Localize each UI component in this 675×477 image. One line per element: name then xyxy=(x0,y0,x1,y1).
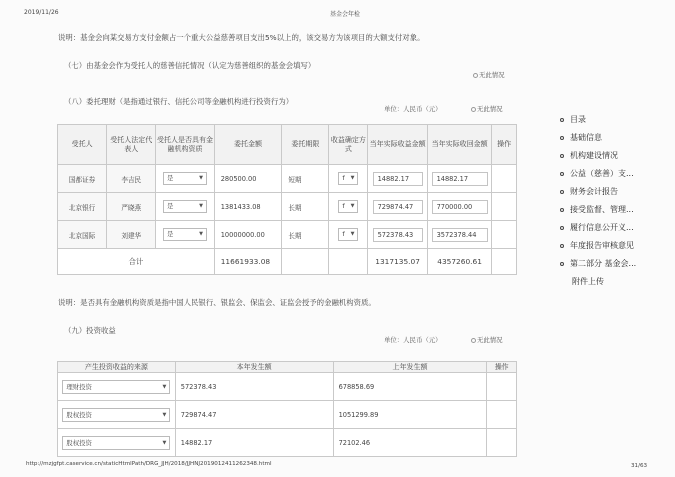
empty-cell xyxy=(492,249,517,275)
col-previous: 上年发生额 xyxy=(333,362,487,373)
section-8-unit: 单位：人民币（元） xyxy=(384,105,442,113)
table-header-row xyxy=(58,125,517,165)
col-action: 操作 xyxy=(487,362,517,373)
action-cell[interactable] xyxy=(487,401,517,429)
amount-cell: 10000000.00 xyxy=(214,221,282,249)
method-cell xyxy=(329,221,368,249)
previous-cell xyxy=(333,429,487,457)
income-cell xyxy=(368,165,427,193)
table-row xyxy=(58,401,517,429)
source-select[interactable]: 股权投资 ▼ xyxy=(62,436,170,450)
col-recovered: 当年实际收回金额 xyxy=(427,125,492,165)
nav-item-charity-expense[interactable]: 公益（慈善）支... xyxy=(560,168,634,179)
chevron-down-icon: ▼ xyxy=(162,439,167,446)
col-term: 委托期限 xyxy=(282,125,329,165)
col-amount: 委托金额 xyxy=(214,125,282,165)
section-7-no-case-radio[interactable]: 无此情况 xyxy=(473,70,505,79)
income-cell xyxy=(368,193,427,221)
bullet-icon xyxy=(560,136,564,140)
bullet-icon xyxy=(560,190,564,194)
empty-cell xyxy=(329,249,368,275)
source-select[interactable]: 股权投资 ▼ xyxy=(62,408,170,422)
amount-cell: 1381433.08 xyxy=(214,193,282,221)
current-cell xyxy=(175,401,333,429)
chevron-down-icon: ▼ xyxy=(199,175,204,181)
bullet-icon xyxy=(560,172,564,176)
qualified-cell xyxy=(156,165,214,193)
action-cell[interactable] xyxy=(492,193,517,221)
current-input[interactable]: 14882.17 xyxy=(176,436,326,450)
qualified-select[interactable]: 是 ▼ xyxy=(163,172,207,185)
chevron-down-icon: ▼ xyxy=(199,203,204,209)
radio-icon xyxy=(473,73,478,78)
nav-item-attachments[interactable]: 附件上传 xyxy=(572,277,604,286)
page-number: 31/63 xyxy=(631,463,648,469)
recovered-input[interactable]: 3572378.44 xyxy=(432,228,488,242)
nav-item-org-building[interactable]: 机构建设情况 xyxy=(560,150,618,161)
chevron-down-icon: ▼ xyxy=(350,175,355,181)
radio-icon xyxy=(471,338,476,343)
current-input[interactable]: 729874.47 xyxy=(176,408,326,422)
col-trustee: 受托人 xyxy=(58,125,107,165)
action-cell[interactable] xyxy=(492,221,517,249)
nav-item-disclosure[interactable]: 履行信息公开义... xyxy=(560,222,634,233)
income-input[interactable]: 14882.17 xyxy=(373,172,423,186)
section-8-no-case-radio[interactable]: 无此情况 xyxy=(471,104,503,113)
source-select[interactable]: 理财投资 ▼ xyxy=(62,380,170,394)
chevron-down-icon: ▼ xyxy=(162,411,167,418)
method-cell xyxy=(329,165,368,193)
previous-cell xyxy=(333,401,487,429)
section-9-title: （九）投资收益 xyxy=(64,326,116,335)
method-select[interactable]: f ▼ xyxy=(338,228,358,241)
bullet-icon xyxy=(560,244,564,248)
current-cell xyxy=(175,373,333,401)
bullet-icon xyxy=(560,262,564,266)
nav-item-supervision[interactable]: 接受监督、管理... xyxy=(560,204,634,215)
qualified-select[interactable]: 是 ▼ xyxy=(163,200,207,213)
income-input[interactable]: 729874.47 xyxy=(373,200,423,214)
previous-input[interactable]: 72102.46 xyxy=(334,436,480,450)
amount-cell: 280500.00 xyxy=(214,165,282,193)
rep-cell: 严晓燕 xyxy=(107,193,156,221)
recovered-cell xyxy=(427,165,492,193)
total-income: 1317135.07 xyxy=(368,249,427,275)
col-rep: 受托人法定代表人 xyxy=(107,125,156,165)
investment-income-table xyxy=(57,361,517,457)
col-action: 操作 xyxy=(492,125,517,165)
nav-item-toc[interactable]: 目录 xyxy=(560,114,586,125)
term-cell: 长期 xyxy=(282,221,329,249)
total-amount: 11661933.08 xyxy=(214,249,282,275)
total-label: 合计 xyxy=(58,249,215,275)
table-row xyxy=(58,429,517,457)
income-input[interactable]: 572378.43 xyxy=(373,228,423,242)
nav-item-part-two[interactable]: 第二部分 基金会... xyxy=(560,258,636,269)
table-header-row xyxy=(58,362,517,373)
chevron-down-icon: ▼ xyxy=(199,231,204,237)
bullet-icon xyxy=(560,154,564,158)
current-input[interactable]: 572378.43 xyxy=(176,380,326,394)
bullet-icon xyxy=(560,208,564,212)
term-cell: 长期 xyxy=(282,193,329,221)
chevron-down-icon: ▼ xyxy=(350,203,355,209)
qualified-cell xyxy=(156,221,214,249)
nav-item-basic-info[interactable]: 基础信息 xyxy=(560,132,602,143)
recovered-cell xyxy=(427,193,492,221)
previous-cell xyxy=(333,373,487,401)
source-cell xyxy=(58,401,176,429)
chevron-down-icon: ▼ xyxy=(350,231,355,237)
section-9-unit: 单位：人民币（元） xyxy=(384,336,442,344)
nav-item-financial-report[interactable]: 财务会计报告 xyxy=(560,186,618,197)
method-select[interactable]: f ▼ xyxy=(338,172,358,185)
previous-input[interactable]: 678858.69 xyxy=(334,380,480,394)
section-7-title: （七）由基金会作为受托人的慈善信托情况（认定为慈善组织的基金会填写） xyxy=(64,61,316,70)
action-cell[interactable] xyxy=(487,429,517,457)
radio-icon xyxy=(471,107,476,112)
trustee-cell: 国都证券 xyxy=(58,165,107,193)
action-cell[interactable] xyxy=(492,165,517,193)
nav-item-audit-opinion[interactable]: 年度报告审核意见 xyxy=(560,240,634,251)
note-qualification: 说明：是否具有金融机构资质是指中国人民银行、银监会、保监会、证监会授予的金融机构资质。 xyxy=(58,298,376,307)
total-recovered: 4357260.61 xyxy=(427,249,492,275)
total-row xyxy=(58,249,517,275)
previous-input[interactable]: 1051299.89 xyxy=(334,408,480,422)
col-current: 本年发生额 xyxy=(175,362,333,373)
qualified-select[interactable]: 是 ▼ xyxy=(163,228,207,241)
recovered-input[interactable]: 14882.17 xyxy=(432,172,488,186)
section-8-title: （八）委托理财（是指通过银行、信托公司等金融机构进行投资行为） xyxy=(64,97,294,106)
trustee-cell: 北京国际 xyxy=(58,221,107,249)
table-row xyxy=(58,165,517,193)
footer-url: http://mzjgfpt.caservice.cn/staticHtmlPath/DRG_JJH/2018/JJHNJ2019012411262348.html xyxy=(26,461,272,467)
trustee-cell: 北京银行 xyxy=(58,193,107,221)
source-cell xyxy=(58,429,176,457)
section-9-no-case-radio[interactable]: 无此情况 xyxy=(471,335,503,344)
table-row xyxy=(58,221,517,249)
qualified-cell xyxy=(156,193,214,221)
action-cell[interactable] xyxy=(487,373,517,401)
table-row xyxy=(58,373,517,401)
term-cell: 短期 xyxy=(282,165,329,193)
rep-cell: 刘建华 xyxy=(107,221,156,249)
empty-cell xyxy=(282,249,329,275)
print-date: 2019/11/26 xyxy=(24,9,59,16)
entrusted-finance-table xyxy=(57,124,517,275)
source-cell xyxy=(58,373,176,401)
recovered-cell xyxy=(427,221,492,249)
chevron-down-icon: ▼ xyxy=(162,383,167,390)
print-title: 基金会年检 xyxy=(330,11,361,18)
bullet-icon xyxy=(560,226,564,230)
col-method: 收益确定方式 xyxy=(329,125,368,165)
col-source: 产生投资收益的来源 xyxy=(58,362,176,373)
note-large-payment: 说明：基金会向某交易方支付金额占一个重大公益慈善项目支出5%以上的，该交易方为该项目的大额支付对象。 xyxy=(58,33,425,42)
bullet-icon xyxy=(560,118,564,122)
rep-cell: 李吉民 xyxy=(107,165,156,193)
recovered-input[interactable]: 770000.00 xyxy=(432,200,488,214)
col-income: 当年实际收益金额 xyxy=(368,125,427,165)
method-cell xyxy=(329,193,368,221)
current-cell xyxy=(175,429,333,457)
method-select[interactable]: f ▼ xyxy=(338,200,358,213)
col-qualified: 受托人是否具有金融机构资质 xyxy=(156,125,214,165)
income-cell xyxy=(368,221,427,249)
table-row xyxy=(58,193,517,221)
